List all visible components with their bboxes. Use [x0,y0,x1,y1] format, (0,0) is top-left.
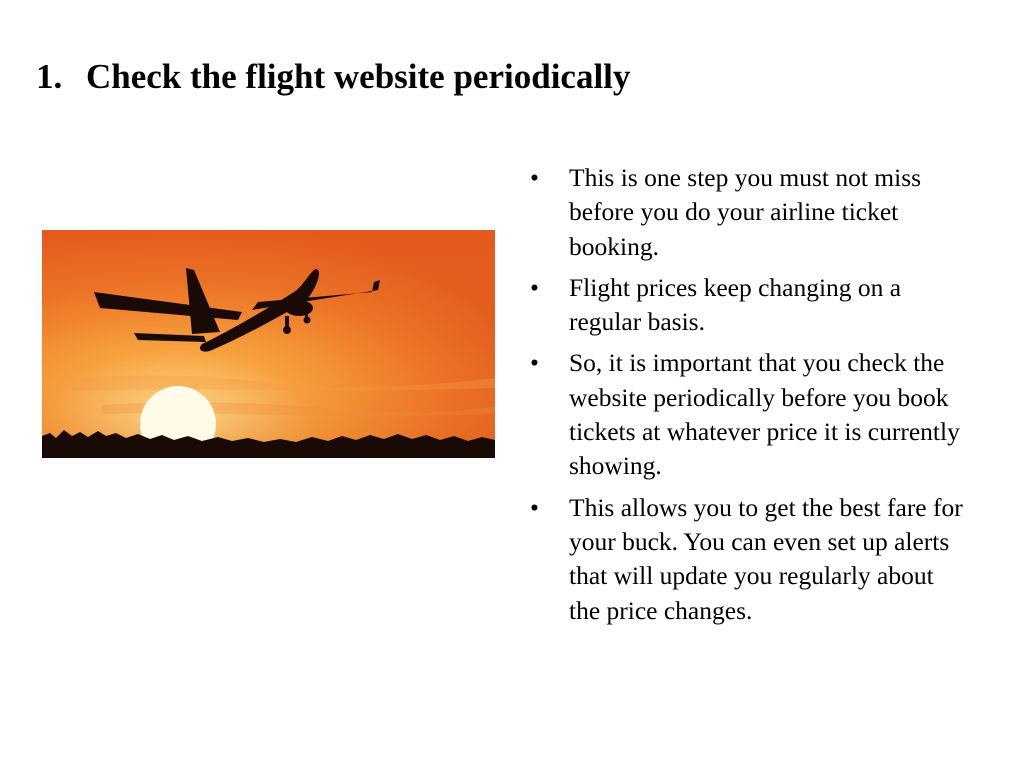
bullet-item [530,346,970,483]
bullet-text: This is one step you must not miss before you do your airline ticket booking. [569,163,922,261]
bullet-symbol: • [530,492,539,522]
bullet-list [530,161,970,635]
bullet-text: This allows you to get the best fare for your buck. You can even set up alerts that will update you regularly about the price changes. [569,492,963,625]
sunset-airplane-photo [42,230,495,458]
bullet-symbol: • [530,163,539,192]
bullet-item [530,161,970,264]
bullet-symbol: • [530,348,539,378]
photo-graphic [42,230,495,458]
bullet-item [530,491,970,628]
title-number: 1. [36,57,63,96]
title-text: Check the flight website periodically [86,57,631,96]
bullet-item [530,271,970,340]
sky-haze [42,230,495,458]
bullet-text: Flight prices keep changing on a regular basis. [569,272,902,337]
bullet-text: So, it is important that you check the website periodically before you book tickets at whatever price it is currently showing. [569,348,960,481]
bullet-symbol: • [530,272,539,302]
slide-title [36,54,630,100]
